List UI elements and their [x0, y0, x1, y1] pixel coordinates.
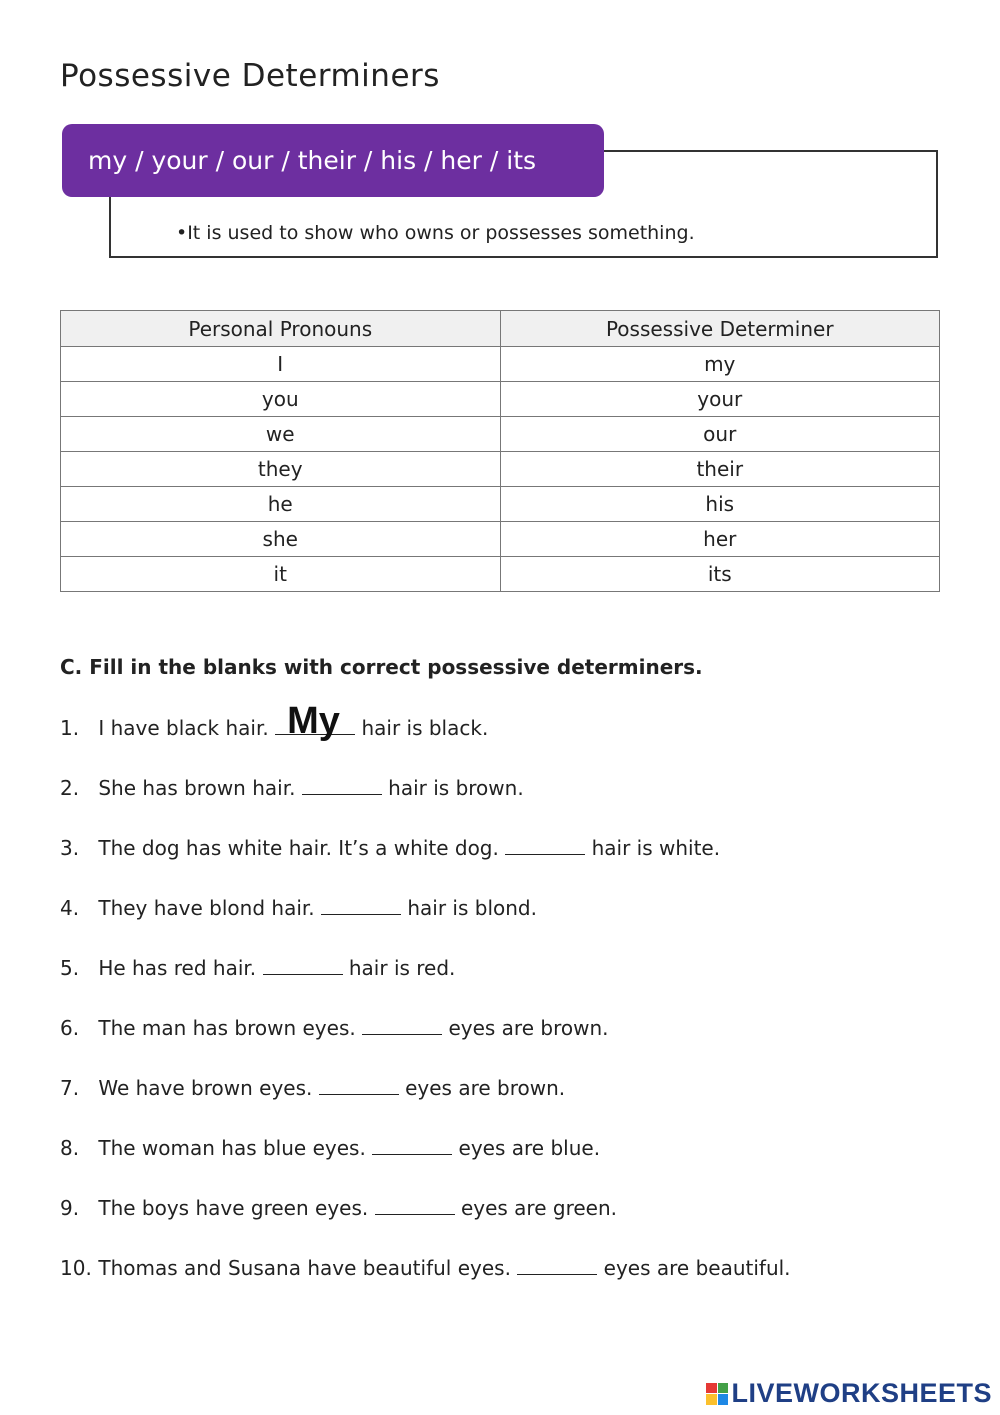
exercise-instruction: C. Fill in the blanks with correct possessive determiners. [60, 655, 703, 679]
answer-blank[interactable] [263, 954, 343, 975]
logo-mark-icon [706, 1383, 728, 1405]
list-item [60, 830, 940, 890]
item-text-after: eyes are brown. [448, 1016, 609, 1040]
table-header-row [61, 311, 940, 347]
pronoun-cell: you [61, 382, 501, 417]
exercise-list [60, 700, 940, 1310]
table-row [61, 452, 940, 487]
list-item [60, 890, 940, 950]
item-text-after: hair is brown. [388, 776, 524, 800]
answer-blank[interactable] [362, 1014, 442, 1035]
answer-blank[interactable] [275, 700, 355, 742]
item-text-before: The dog has white hair. It’s a white dog. [98, 836, 499, 860]
determiner-cell: its [500, 557, 940, 592]
item-number: 6. [60, 1016, 80, 1040]
item-text-after: eyes are brown. [405, 1076, 566, 1100]
pronoun-table [60, 310, 940, 592]
determiner-cell: your [500, 382, 940, 417]
table-row [61, 557, 940, 592]
answer-blank[interactable] [505, 834, 585, 855]
answer-blank[interactable] [321, 894, 401, 915]
list-item [60, 700, 940, 770]
header-personal-pronouns: Personal Pronouns [61, 311, 501, 347]
table-row [61, 417, 940, 452]
item-text-before: He has red hair. [98, 956, 257, 980]
item-number: 5. [60, 956, 80, 980]
answer-blank[interactable] [517, 1254, 597, 1275]
list-item [60, 950, 940, 1010]
answer-blank[interactable] [375, 1194, 455, 1215]
determiner-cell: my [500, 347, 940, 382]
definition-note: •It is used to show who owns or possesses something. [176, 222, 695, 244]
item-number: 3. [60, 836, 80, 860]
list-item [60, 1010, 940, 1070]
pronoun-cell: it [61, 557, 501, 592]
answer-blank[interactable] [302, 774, 382, 795]
logo-square-green [718, 1383, 729, 1394]
table-row [61, 347, 940, 382]
table-row [61, 522, 940, 557]
item-number: 9. [60, 1196, 80, 1220]
pronoun-cell: he [61, 487, 501, 522]
pronoun-cell: she [61, 522, 501, 557]
logo-text: LIVEWORKSHEETS [731, 1378, 992, 1408]
item-text-after: hair is white. [591, 836, 721, 860]
list-item [60, 1190, 940, 1250]
answer-blank[interactable] [319, 1074, 399, 1095]
list-item [60, 770, 940, 830]
pronoun-cell: I [61, 347, 501, 382]
pronoun-cell: they [61, 452, 501, 487]
item-text-after: eyes are green. [460, 1196, 617, 1220]
item-text-after: hair is red. [348, 956, 456, 980]
item-text-before: The man has brown eyes. [98, 1016, 356, 1040]
item-text-before: I have black hair. [98, 716, 269, 740]
item-number: 7. [60, 1076, 80, 1100]
liveworksheets-logo [706, 1378, 992, 1409]
determiner-cell: our [500, 417, 940, 452]
item-text-before: We have brown eyes. [98, 1076, 313, 1100]
determiner-cell: his [500, 487, 940, 522]
list-item [60, 1070, 940, 1130]
logo-square-red [706, 1383, 717, 1394]
item-number: 4. [60, 896, 80, 920]
item-text-before: Thomas and Susana have beautiful eyes. [98, 1256, 511, 1280]
item-text-before: The boys have green eyes. [98, 1196, 369, 1220]
item-number: 8. [60, 1136, 80, 1160]
page-title: Possessive Determiners [60, 58, 440, 94]
list-item [60, 1250, 940, 1310]
determiners-banner: my / your / our / their / his / her / its [62, 124, 604, 197]
item-text-after: eyes are blue. [458, 1136, 601, 1160]
item-text-after: eyes are beautiful. [603, 1256, 791, 1280]
item-number: 1. [60, 716, 80, 740]
list-item [60, 1130, 940, 1190]
item-text-after: hair is black. [361, 716, 489, 740]
answer-text: My [287, 700, 340, 742]
answer-blank[interactable] [372, 1134, 452, 1155]
item-text-before: She has brown hair. [98, 776, 296, 800]
item-number: 10. [60, 1256, 92, 1280]
logo-square-blue [718, 1394, 729, 1405]
determiner-cell: their [500, 452, 940, 487]
header-possessive-determiner: Possessive Determiner [500, 311, 940, 347]
determiner-cell: her [500, 522, 940, 557]
table-row [61, 382, 940, 417]
item-text-before: The woman has blue eyes. [98, 1136, 366, 1160]
item-text-before: They have blond hair. [98, 896, 315, 920]
logo-square-yellow [706, 1394, 717, 1405]
item-text-after: hair is blond. [407, 896, 537, 920]
pronoun-cell: we [61, 417, 501, 452]
item-number: 2. [60, 776, 80, 800]
table-row [61, 487, 940, 522]
